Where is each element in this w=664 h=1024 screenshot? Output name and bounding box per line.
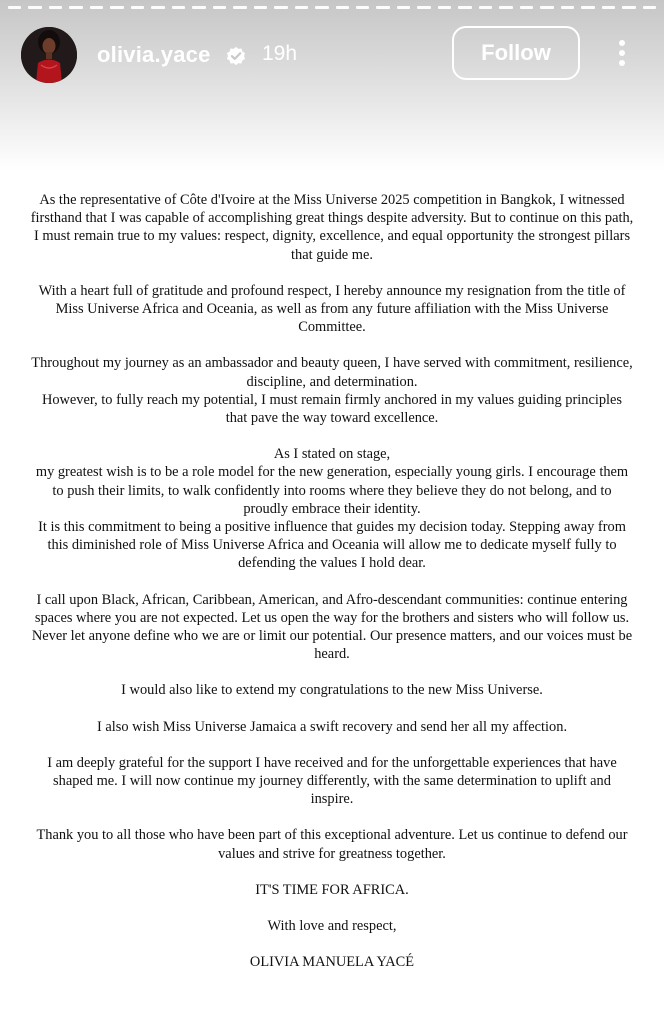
- resignation-letter: [30, 191, 634, 990]
- story-progress-bar: [8, 6, 656, 9]
- letter-paragraph: I am deeply grateful for the support I have received and for the unforgettable experiences that have shaped me. I will now continue my journey differently, with the same determination to uplift and inspire.: [47, 754, 617, 808]
- progress-segment: [49, 6, 62, 9]
- progress-segment: [540, 6, 553, 9]
- progress-segment: [479, 6, 492, 9]
- letter-paragraph: With a heart full of gratitude and profound respect, I hereby announce my resignation from the title of Miss Universe Africa and Oceania, as well as from any future affiliation with the Miss Universe Committee.: [38, 282, 626, 336]
- letter-paragraph: I also wish Miss Universe Jamaica a swift recovery and send her all my affection.: [96, 718, 568, 735]
- progress-segment: [233, 6, 246, 9]
- progress-segment: [376, 6, 389, 9]
- progress-segment: [151, 6, 164, 9]
- progress-segment: [254, 6, 267, 9]
- progress-segment: [315, 6, 328, 9]
- more-options-icon[interactable]: [610, 38, 634, 68]
- letter-closing: IT'S TIME FOR AFRICA.: [255, 881, 409, 898]
- progress-segment: [520, 6, 533, 9]
- progress-segment: [213, 6, 226, 9]
- letter-paragraph: my greatest wish is to be a role model for the new generation, especially young girls. I encourage them to push their limits, to walk confidently into rooms where they believe they do not belong, and to proudly embrace their identity.: [35, 464, 629, 517]
- progress-segment: [602, 6, 615, 9]
- avatar[interactable]: [21, 27, 77, 83]
- letter-signoff: With love and respect,: [267, 918, 397, 935]
- progress-segment: [397, 6, 410, 9]
- progress-segment: [8, 6, 21, 9]
- progress-segment: [28, 6, 41, 9]
- progress-segment: [458, 6, 471, 9]
- letter-paragraph: As the representative of Côte d'Ivoire at the Miss Universe 2025 competition in Bangkok, I witnessed firsthand that I was capable of accomplishing great things despite adversity. But to continue on this path, I must remain true to my values: respect, dignity, excellence, and equal opportunity the strongest pillars that guide me.: [30, 192, 634, 263]
- progress-segment: [622, 6, 635, 9]
- letter-paragraph: However, to fully reach my potential, I must remain firmly anchored in my values guiding principles that pave the way toward excellence.: [41, 391, 623, 427]
- letter-paragraph: It is this commitment to being a positive influence that guides my decision today. Stepping away from this diminished role of Miss Universe Africa and Oceania will allow me to dedicate myself fully to defending the values I hold dear.: [38, 519, 626, 572]
- progress-segment: [417, 6, 430, 9]
- progress-segment: [336, 6, 349, 9]
- letter-paragraph: As I stated on stage,: [273, 446, 391, 463]
- follow-button[interactable]: Follow: [452, 26, 580, 80]
- letter-paragraph: Thank you to all those who have been part of this exceptional adventure. Let us continue to defend our values and strive for greatness together.: [36, 827, 628, 862]
- progress-segment: [69, 6, 82, 9]
- username[interactable]: olivia.yace: [97, 42, 211, 67]
- avatar-portrait-icon: [21, 27, 77, 83]
- progress-segment: [90, 6, 103, 9]
- letter-paragraph: I call upon Black, African, Caribbean, American, and Afro-descendant communities: continue entering spaces where you are not expected. Let us open the way for the brothers and sisters who will follow us. Never let anyone define who we are or limit our potential. Our presence matters, and our voices must be heard.: [31, 591, 633, 663]
- progress-segment: [643, 6, 656, 9]
- progress-segment: [274, 6, 287, 9]
- letter-paragraph: Throughout my journey as an ambassador and beauty queen, I have served with commitment, resilience, discipline, and determination.: [31, 355, 633, 390]
- progress-segment: [110, 6, 123, 9]
- progress-segment: [438, 6, 451, 9]
- post-time: 19h: [262, 42, 298, 65]
- story-header: [0, 24, 664, 86]
- progress-segment: [499, 6, 512, 9]
- progress-segment: [356, 6, 369, 9]
- progress-segment: [581, 6, 594, 9]
- progress-segment: [131, 6, 144, 9]
- progress-segment: [295, 6, 308, 9]
- letter-signature: OLIVIA MANUELA YACÉ: [249, 954, 415, 971]
- letter-paragraph: I would also like to extend my congratulations to the new Miss Universe.: [121, 682, 543, 699]
- progress-segment: [192, 6, 205, 9]
- progress-segment: [561, 6, 574, 9]
- verified-badge-icon: [225, 45, 247, 67]
- progress-segment: [172, 6, 185, 9]
